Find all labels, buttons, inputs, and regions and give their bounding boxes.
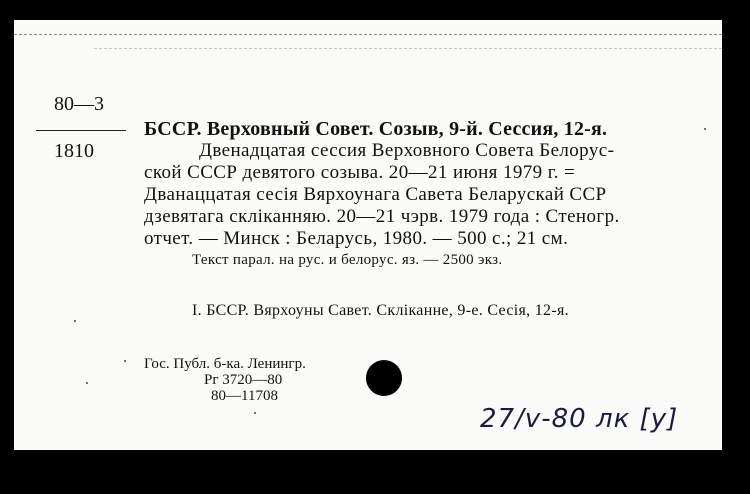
subject-tracing: I. БССР. Вярхоуны Савет. Скліканне, 9-е. Сесія, 12-я. xyxy=(192,302,569,319)
library-stamp-line-1: Гос. Публ. б-ка. Ленингр. xyxy=(144,356,306,372)
speck xyxy=(254,412,256,414)
edition-note: Текст парал. на рус. и белорус. яз. — 2500 экз. xyxy=(192,252,503,268)
call-number-top: 80—3 xyxy=(54,93,104,115)
catalog-card xyxy=(14,20,722,450)
speck xyxy=(86,382,88,384)
call-number-divider xyxy=(36,130,126,131)
call-number-bottom: 1810 xyxy=(54,140,94,162)
library-stamp-line-3: 80—11708 xyxy=(211,388,278,404)
handwritten-note: 27/v-80 лк [у] xyxy=(480,404,679,434)
body-line-2: ской ССCР девятого созыва. 20—21 июня 1979 г. = xyxy=(144,162,576,183)
card-punch-hole xyxy=(366,360,402,396)
speck xyxy=(74,320,76,322)
speck xyxy=(124,360,126,362)
body-line-4: дзевятага скліканняю. 20—21 чэрв. 1979 года : Стеногр. xyxy=(144,206,620,227)
entry-heading: БССР. Верховный Совет. Созыв, 9-й. Сессия, 12-я. xyxy=(144,118,608,140)
body-line-5: отчет. — Минск : Беларусь, 1980. — 500 с.; 21 см. xyxy=(144,228,569,249)
body-line-1: Двенадцатая сессия Верховного Совета Белорус- xyxy=(199,140,615,161)
body-line-3: Дванаццатая сесія Вярхоунага Савета Беларускай ССР xyxy=(144,184,607,205)
library-stamp-line-2: Рг 3720—80 xyxy=(204,372,283,388)
speck xyxy=(704,128,706,130)
top-dashed-rule-2 xyxy=(94,48,722,49)
top-dashed-rule xyxy=(14,34,722,35)
